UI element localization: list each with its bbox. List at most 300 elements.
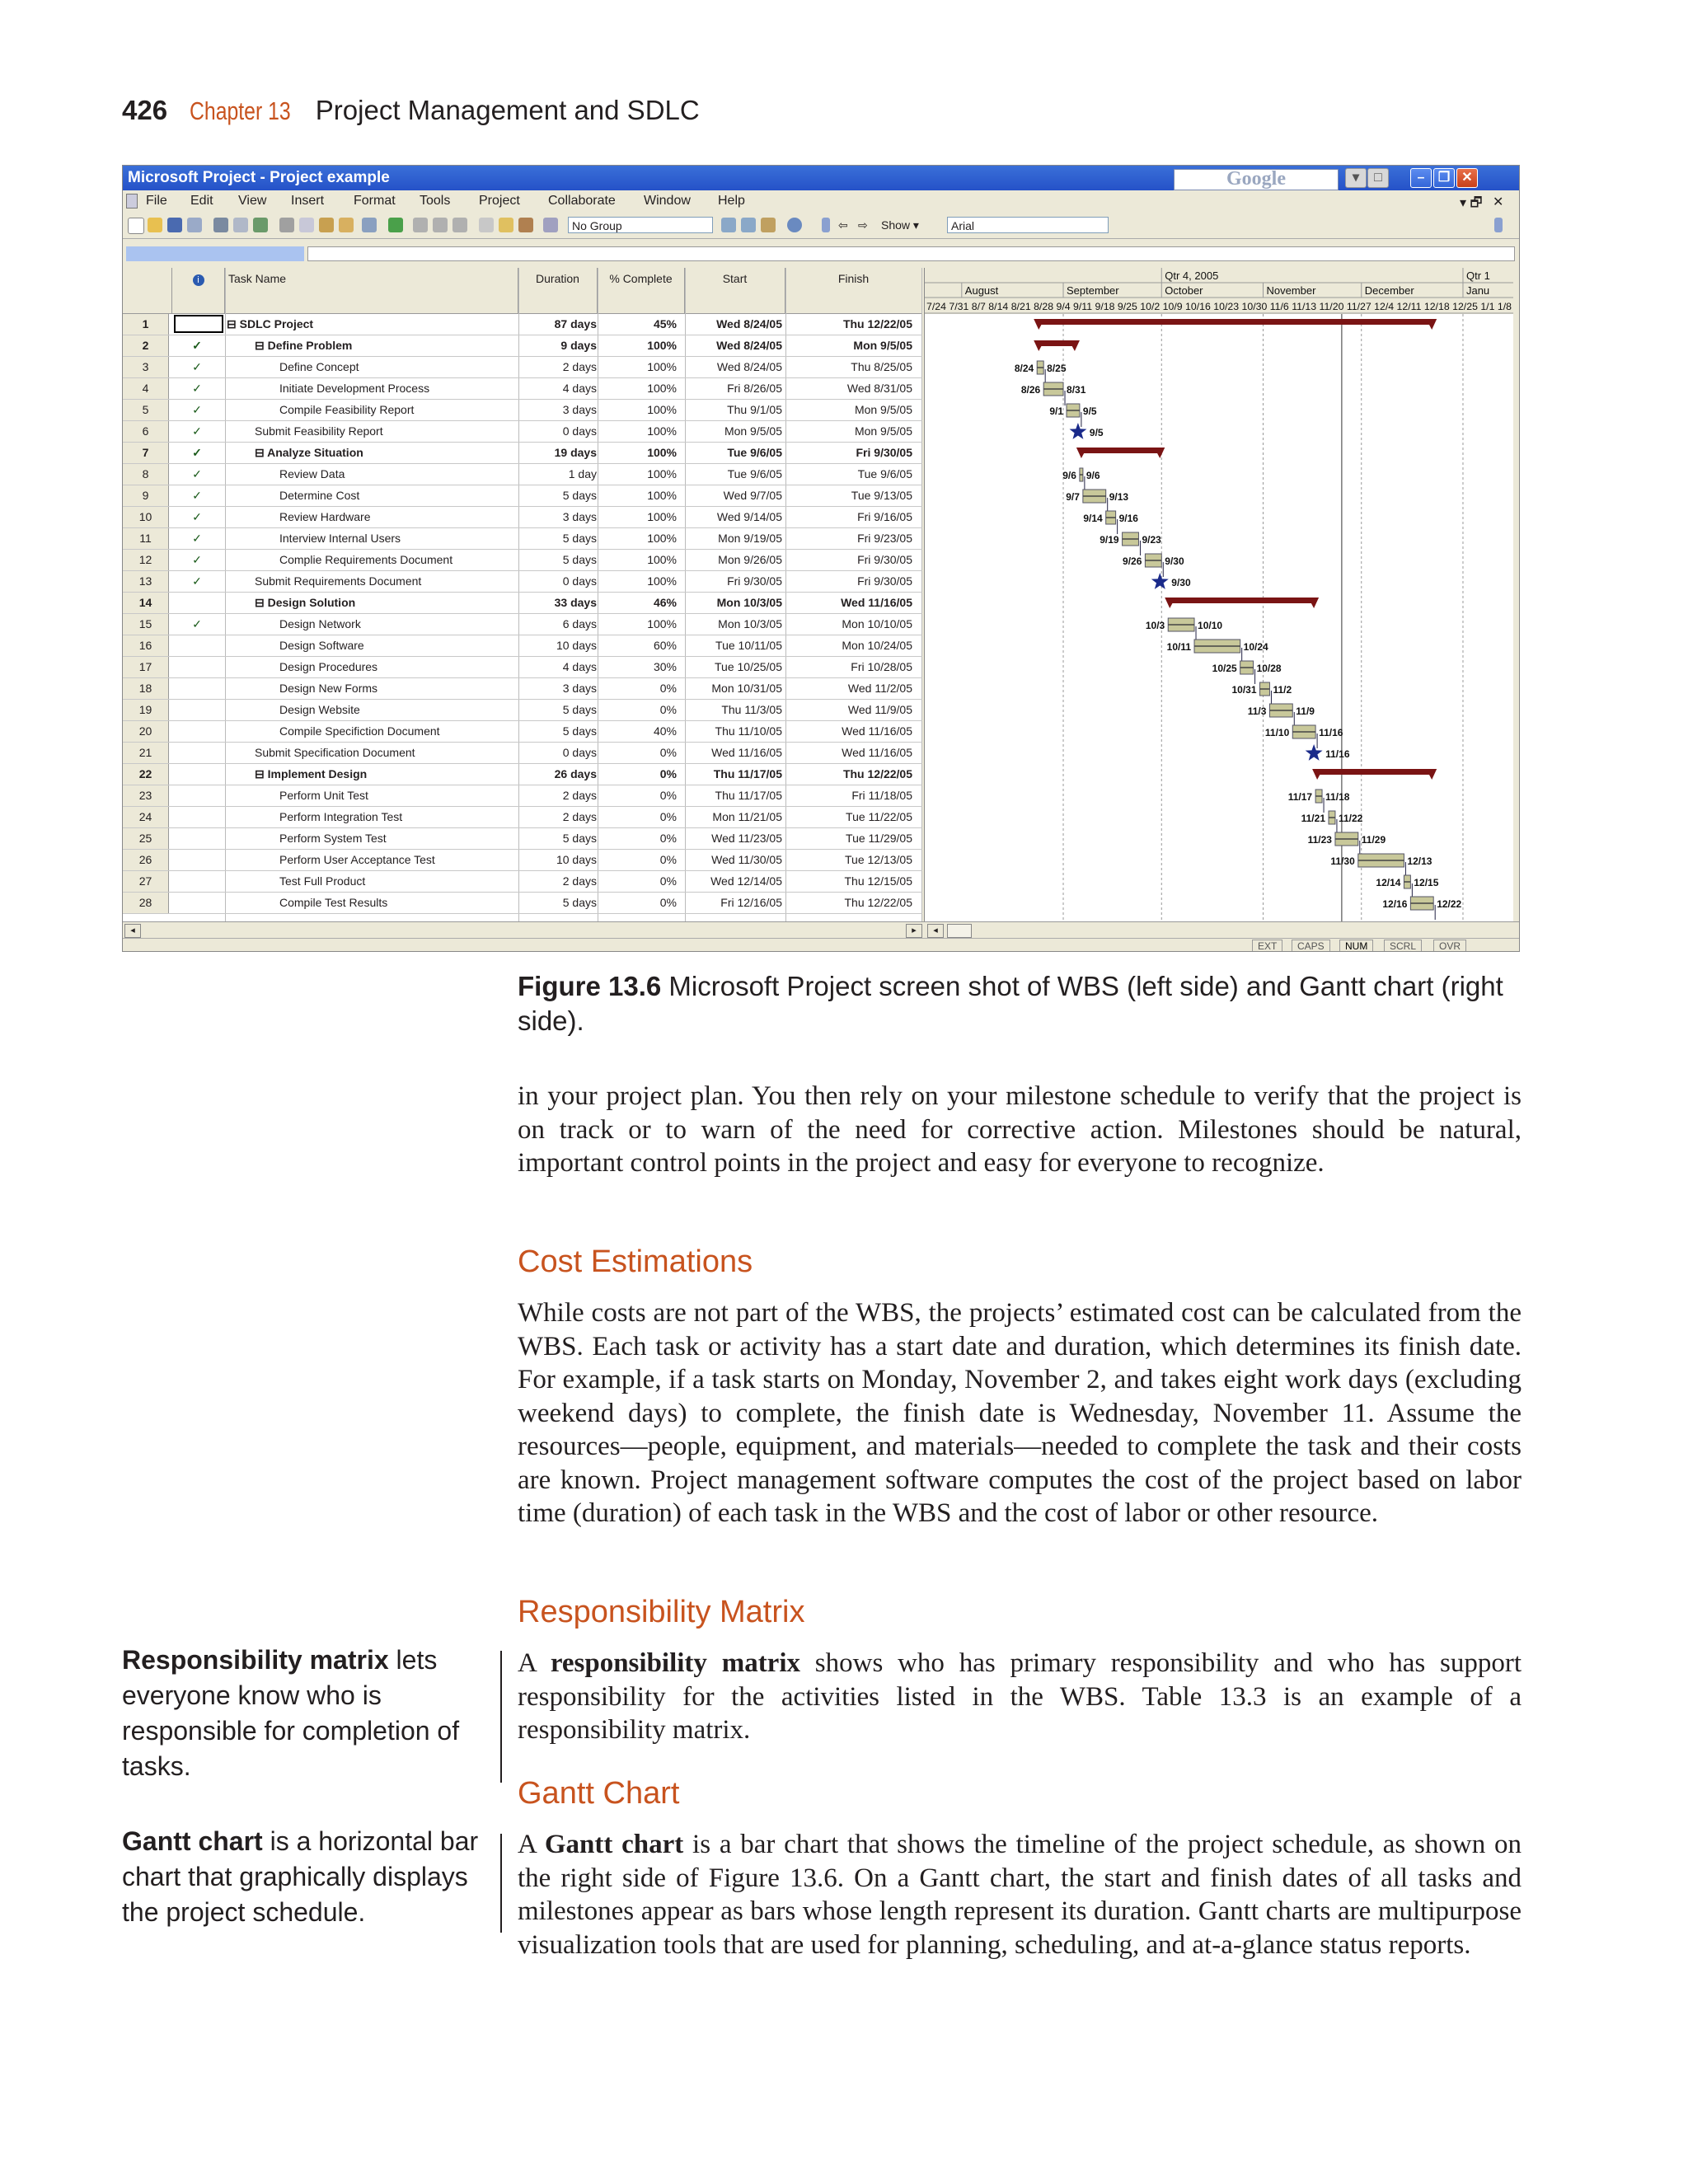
task-complete: 45% [653,317,677,330]
task-start: Mon 9/19/05 [718,532,782,545]
window-title: Microsoft Project - Project example [128,169,390,186]
task-name-text: Design Software [279,639,364,652]
menu-restore-icon[interactable]: ▾ 🗗 [1460,196,1483,210]
selected-cell[interactable] [174,315,223,333]
task-start: Fri 9/30/05 [727,574,782,588]
new-icon[interactable] [128,218,144,234]
menu-bar [123,190,1519,212]
menu-project[interactable]: Project [479,194,520,208]
task-complete: 100% [647,532,677,545]
menu-collaborate[interactable]: Collaborate [548,194,616,208]
task-name-text: Design Network [279,617,361,630]
table-row[interactable] [123,614,922,635]
arrow-left-icon[interactable]: ⇦ [838,218,848,232]
task-complete: 60% [653,639,677,652]
maximize-icon[interactable]: ❐ [1433,168,1455,188]
month-label: October [1165,284,1203,297]
task-duration: 9 days [560,339,597,352]
collapse-toggle-icon[interactable]: ⊟ [227,317,240,330]
task-name-text: Design New Forms [279,682,378,695]
gantt-scroll-thumb[interactable] [947,924,972,938]
task-start: Mon 10/31/05 [711,682,782,695]
task-complete: 100% [647,510,677,523]
complete-check-icon: ✓ [192,360,202,373]
bar-end-date-label: 11/16 [1319,727,1343,738]
task-complete: 0% [659,874,677,888]
term-gantt-chart: Gantt chart [544,1830,684,1859]
split-task-icon[interactable] [452,218,467,232]
bar-end-date-label: 10/28 [1256,663,1282,674]
table-row[interactable] [123,893,922,914]
task-name-text: Perform Integration Test [279,810,403,823]
summary-bar [1315,769,1433,775]
task-finish: Thu 8/25/05 [851,360,912,373]
bar-end-date-label: 9/30 [1165,555,1184,567]
status-scrl: SCRL [1384,940,1422,952]
collapse-toggle-icon[interactable]: ⊟ [255,596,268,609]
duration-header[interactable]: Duration [518,268,598,314]
menu-file[interactable]: File [146,194,167,208]
task-complete: 100% [647,403,677,416]
task-finish: Tue 11/22/05 [846,810,912,823]
task-duration: 10 days [556,639,597,652]
task-name [279,532,401,545]
menu-window[interactable]: Window [644,194,691,208]
task-finish: Wed 11/16/05 [842,746,912,759]
margin-note-gantt: Gantt chart is a horizontal bar chart that graphically displays the project schedule. [122,1826,479,1927]
task-duration: 3 days [562,510,597,523]
complete-check-icon: ✓ [192,467,202,480]
status-bar [123,938,1519,952]
bar-start-date-label: 11/10 [1264,727,1290,738]
bar-start-date-label: 10/11 [1166,641,1192,653]
task-complete: 0% [659,703,677,716]
collapse-toggle-icon[interactable]: ⊟ [255,767,268,780]
scroll-left-icon[interactable]: ◂ [124,924,141,938]
bar-start-date-label: 9/6 [1062,470,1076,481]
table-row[interactable] [123,807,922,828]
toolbar-options-icon[interactable] [822,218,830,232]
milestone-star-icon [1306,744,1323,761]
task-complete: 30% [653,660,677,673]
bar-start-date-label: 11/17 [1287,791,1313,803]
minimize-icon[interactable]: – [1410,168,1432,188]
row-id: 5 [123,400,169,420]
bar-end-date-label: 11/9 [1296,705,1315,717]
milestone-star-icon [1151,573,1169,589]
finish-header[interactable]: Finish [785,268,922,314]
close-icon[interactable]: ✕ [1456,168,1478,188]
month-label: November [1266,284,1316,297]
task-name [279,510,370,523]
task-complete: 100% [647,424,677,438]
show-button[interactable]: Show ▾ [881,218,919,232]
task-duration: 2 days [562,789,597,802]
format-painter-icon[interactable] [339,218,354,232]
task-start: Wed 12/14/05 [710,874,782,888]
complete-check-icon: ✓ [192,446,202,459]
bar-end-date-label: 12/22 [1437,898,1462,910]
task-name-text: Review Hardware [279,510,371,523]
undo-icon[interactable] [362,218,377,232]
running-header [122,95,700,126]
google-search-box[interactable]: Google [1174,169,1339,190]
row-id: 16 [123,635,169,656]
task-duration: 4 days [562,660,597,673]
table-row[interactable] [123,378,922,400]
task-start: Wed 11/16/05 [711,746,782,759]
copy-icon[interactable] [299,218,314,232]
row-id: 17 [123,657,169,677]
bar-start-date-label: 11/21 [1301,813,1325,824]
task-duration: 0 days [562,746,597,759]
menu-tools[interactable]: Tools [420,194,451,208]
task-name-text: Define Concept [279,360,359,373]
bar-end-date-label: 9/23 [1142,534,1161,546]
task-start: Tue 10/11/05 [715,639,782,652]
complete-check-icon: ✓ [192,403,202,416]
task-complete: 0% [659,746,677,759]
paragraph-cost: While costs are not part of the WBS, the projects’ estimated cost can be calculated from the WBS. Each task or activity has a start date and duration, which determines its finish date. For example, if a task starts on Monday, November 2, and takes eight work days (excluding weekend days) to complete, the finish date is Wednesday, November 11. Assume the resources—people, equipment, and materials—needed to complete the task and their costs are known. Project management software computes the cost of the project based on labor time (duration) of each task in the WBS and the cost of labor or other resource. [518,1298,1522,1528]
task-name [279,810,402,823]
bar-end-date-label: 12/13 [1407,855,1432,867]
task-name-text: Design Website [279,703,360,716]
table-row[interactable] [123,850,922,871]
preview-icon[interactable] [233,218,248,232]
term-responsibility-matrix: responsibility matrix [550,1648,800,1678]
task-name [279,617,361,630]
task-complete: 100% [647,339,677,352]
task-name [255,446,363,460]
bar-start-date-label: 12/14 [1376,877,1401,888]
task-start: Mon 11/21/05 [712,810,782,823]
ms-project-screenshot [122,165,1520,952]
gantt-scroll-left-icon[interactable]: ◂ [927,924,944,938]
task-name-text: Define Problem [267,339,353,352]
toolbar-more-icon[interactable] [1494,218,1503,232]
row-id: 10 [123,507,169,527]
cut-icon[interactable] [279,218,294,232]
task-duration: 33 days [554,596,597,609]
table-row[interactable] [123,785,922,807]
row-id: 23 [123,785,169,806]
row-id: 8 [123,464,169,485]
status-ext: EXT [1252,940,1282,952]
table-row[interactable] [123,314,922,335]
unlink-tasks-icon[interactable] [433,218,448,232]
task-name-text: Submit Feasibility Report [255,424,383,438]
start-header[interactable]: Start [685,268,785,314]
row-id: 14 [123,593,169,613]
task-finish: Tue 11/29/05 [846,832,912,845]
task-name [279,703,360,716]
milestone-star-icon [1070,423,1087,439]
toolbar-restore-icon[interactable]: □ [1367,168,1389,188]
horizontal-scrollbars[interactable] [123,921,1519,939]
task-start: Fri 8/26/05 [727,382,782,395]
row-id: 3 [123,357,169,377]
goto-task-icon[interactable] [761,218,776,232]
task-start: Mon 10/3/05 [716,596,782,609]
table-row[interactable] [123,335,922,357]
quarter-label: Qtr 4, 2005 [1165,269,1219,282]
zoom-out-icon[interactable] [741,218,756,232]
task-finish: Tue 9/6/05 [857,467,912,480]
menu-view[interactable]: View [238,194,267,208]
task-complete: 0% [659,832,677,845]
paragraph-milestones: in your project plan. You then rely on your milestone schedule to verify that the project is on track or to warn of the need for corrective action. Milestones should be natural, important control points in the project and easy for everyone to recognize. [518,1081,1522,1178]
status-num: NUM [1339,940,1373,952]
task-name-header[interactable]: Task Name [225,268,518,314]
task-finish: Tue 12/13/05 [845,853,912,866]
task-duration: 0 days [562,574,597,588]
milestone-date-label: 9/30 [1171,577,1191,588]
task-finish: Thu 12/22/05 [842,767,912,780]
publish-icon[interactable] [543,218,558,232]
paragraph-gantt: A Gantt chart is a bar chart that shows the timeline of the project schedule, as shown on the right side of Figure 13.6. On a Gantt chart, the start and finish dates of all tasks and milestones appear as bars whose length represent its duration. Gantt charts are multipurpose visualization tools that are used for planning, scheduling, and at-a-glance status reports. [518,1830,1522,1960]
task-finish: Mon 9/5/05 [854,424,912,438]
assign-resources-icon[interactable] [518,218,533,232]
task-name [279,789,368,802]
task-name [255,596,355,610]
task-start: Mon 9/5/05 [724,424,782,438]
table-row[interactable] [123,400,922,421]
table-row[interactable] [123,550,922,571]
quarter-label: Qtr 1 [1465,269,1490,282]
bar-start-date-label: 9/1 [1049,405,1063,417]
table-row[interactable] [123,678,922,700]
task-start: Wed 11/23/05 [711,832,782,845]
table-row[interactable] [123,357,922,378]
task-duration: 1 day [568,467,597,480]
summary-bar [1037,319,1433,325]
notes-icon[interactable] [499,218,513,232]
figure-caption [518,969,1523,1038]
chapter-title: Project Management and SDLC [315,95,700,125]
task-complete: 46% [653,596,677,609]
bar-end-date-label: 11/2 [1273,684,1292,696]
table-row[interactable] [123,700,922,721]
table-row[interactable] [123,464,922,485]
task-start: Wed 11/30/05 [711,853,782,866]
menu-edit[interactable]: Edit [190,194,213,208]
task-name [279,682,377,695]
task-duration: 2 days [562,360,597,373]
task-finish: Fri 10/28/05 [851,660,912,673]
month-label: December [1364,284,1414,297]
task-name [255,574,421,588]
task-start: Mon 9/26/05 [718,553,782,566]
task-info-icon[interactable] [479,218,494,232]
bar-end-date-label: 11/22 [1338,813,1363,824]
bar-end-date-label: 9/13 [1109,491,1129,503]
task-complete: 0% [659,789,677,802]
open-icon[interactable] [148,218,162,232]
row-id: 19 [123,700,169,720]
complete-check-icon: ✓ [192,339,202,352]
task-duration: 19 days [554,446,597,459]
task-complete: 100% [647,489,677,502]
month-label: September [1067,284,1119,297]
week-labels: 7/24 7/31 8/7 8/14 8/21 8/28 9/4 9/11 9/18 9/25 10/2 10/9 10/16 10/23 10/30 11/6 11/13 11/20 11/27 12/4 12/11 12/18 12/25 1/1 1/8 [926,301,1512,312]
task-complete: 100% [647,467,677,480]
milestone-date-label: 9/5 [1089,427,1104,438]
table-row[interactable] [123,635,922,657]
margin-rule [500,1651,502,1783]
row-id: 4 [123,378,169,399]
entry-bar-cancel-area [126,246,304,261]
scroll-right-icon[interactable]: ▸ [906,924,922,938]
menu-help[interactable]: Help [718,194,745,208]
task-finish: Fri 9/30/05 [857,553,912,566]
bar-start-date-label: 10/3 [1145,620,1165,631]
task-name-text: Submit Requirements Document [255,574,422,588]
task-complete: 0% [659,767,677,780]
complete-check-icon: ✓ [192,574,202,588]
toolbar [123,212,1519,239]
table-row[interactable] [123,721,922,743]
task-duration: 10 days [556,853,597,866]
complete-header[interactable]: % Complete [598,268,685,314]
row-id: 20 [123,721,169,742]
complete-check-icon: ✓ [192,489,202,502]
task-complete: 100% [647,446,677,459]
summary-bar [1080,448,1161,453]
month-label: August [964,284,999,297]
title-bar [123,166,1519,190]
menu-close-icon[interactable]: ✕ [1493,195,1504,209]
task-start: Fri 12/16/05 [720,896,782,909]
task-name [279,896,387,909]
task-duration: 6 days [562,617,597,630]
zoom-in-icon[interactable] [721,218,736,232]
task-name [279,489,359,502]
task-complete: 100% [647,553,677,566]
status-caps: CAPS [1292,940,1330,952]
task-duration: 5 days [562,896,597,909]
bar-start-date-label: 9/14 [1083,513,1103,524]
task-start: Wed 8/24/05 [716,339,782,352]
task-complete: 0% [659,810,677,823]
table-row[interactable] [123,871,922,893]
link-tasks-icon[interactable] [413,218,428,232]
task-name-text: Test Full Product [279,874,366,888]
task-complete: 100% [647,574,677,588]
row-id: 22 [123,764,169,785]
table-row[interactable] [123,421,922,443]
font-select[interactable]: Arial [947,217,1109,233]
task-name [279,832,387,845]
group-select[interactable]: No Group [568,217,713,233]
entry-bar [123,245,1519,265]
complete-check-icon: ✓ [192,553,202,566]
info-icon: i [193,274,204,286]
help-icon[interactable] [787,218,802,232]
heading-responsibility-matrix: Responsibility Matrix [518,1595,805,1629]
row-id: 25 [123,828,169,849]
bar-start-date-label: 8/24 [1014,363,1034,374]
task-finish: Fri 9/16/05 [857,510,912,523]
task-name [279,853,435,866]
bar-start-date-label: 10/25 [1212,663,1237,674]
table-row[interactable] [123,485,922,507]
summary-bar [1168,598,1315,603]
task-name-text: Review Data [279,467,345,480]
collapse-toggle-icon[interactable]: ⊟ [255,446,268,459]
gantt-chart-svg [925,268,1513,921]
task-duration: 2 days [562,874,597,888]
task-start: Wed 8/24/05 [716,317,782,330]
toolbar-toggle-icon[interactable]: ▾ [1345,168,1367,188]
bar-start-date-label: 9/7 [1066,491,1080,503]
collapse-toggle-icon[interactable]: ⊟ [255,339,268,352]
row-id: 11 [123,528,169,549]
paste-icon[interactable] [319,218,334,232]
table-row[interactable] [123,743,922,764]
print-icon[interactable] [213,218,228,232]
hyperlink-icon[interactable] [388,218,403,232]
task-complete: 40% [653,724,677,738]
entry-field[interactable] [307,246,1515,261]
bar-end-date-label: 9/16 [1118,513,1138,524]
complete-check-icon: ✓ [192,510,202,523]
table-row[interactable] [123,657,922,678]
table-row[interactable] [123,764,922,785]
search-icon[interactable] [187,218,202,232]
task-duration: 2 days [562,810,597,823]
table-row[interactable] [123,828,922,850]
task-name-text: Analyze Situation [267,446,363,459]
task-name-text: Compile Specifiction Document [279,724,440,738]
task-finish: Thu 12/22/05 [844,896,912,909]
table-row[interactable] [123,443,922,464]
task-name-text: Compile Feasibility Report [279,403,415,416]
row-id: 28 [123,893,169,913]
task-finish: Fri 9/30/05 [857,574,912,588]
table-row[interactable] [123,571,922,593]
task-duration: 0 days [562,424,597,438]
spelling-icon[interactable] [253,218,268,232]
bar-end-date-label: 9/5 [1082,405,1097,417]
arrow-right-icon[interactable]: ⇨ [858,218,868,232]
task-start: Wed 8/24/05 [716,360,782,373]
table-row[interactable] [123,528,922,550]
table-row[interactable] [123,507,922,528]
menu-insert[interactable]: Insert [291,194,325,208]
id-header [123,268,172,314]
task-complete: 100% [647,382,677,395]
task-name [255,767,367,781]
row-id: 2 [123,335,169,356]
task-name-text: Implement Design [267,767,368,780]
table-row[interactable] [123,593,922,614]
row-id: 9 [123,485,169,506]
task-name-text: Perform System Test [279,832,387,845]
save-icon[interactable] [167,218,182,232]
task-duration: 5 days [562,832,597,845]
task-finish: Fri 9/30/05 [856,446,912,459]
task-finish: Thu 12/22/05 [842,317,912,330]
task-finish: Wed 11/16/05 [842,724,912,738]
row-id: 18 [123,678,169,699]
task-name-text: Initiate Development Process [279,382,430,395]
status-ovr: OVR [1433,940,1466,952]
task-finish: Wed 11/9/05 [847,703,912,716]
task-finish: Wed 8/31/05 [846,382,912,395]
menu-format[interactable]: Format [354,194,396,208]
row-id: 12 [123,550,169,570]
task-duration: 5 days [562,703,597,716]
